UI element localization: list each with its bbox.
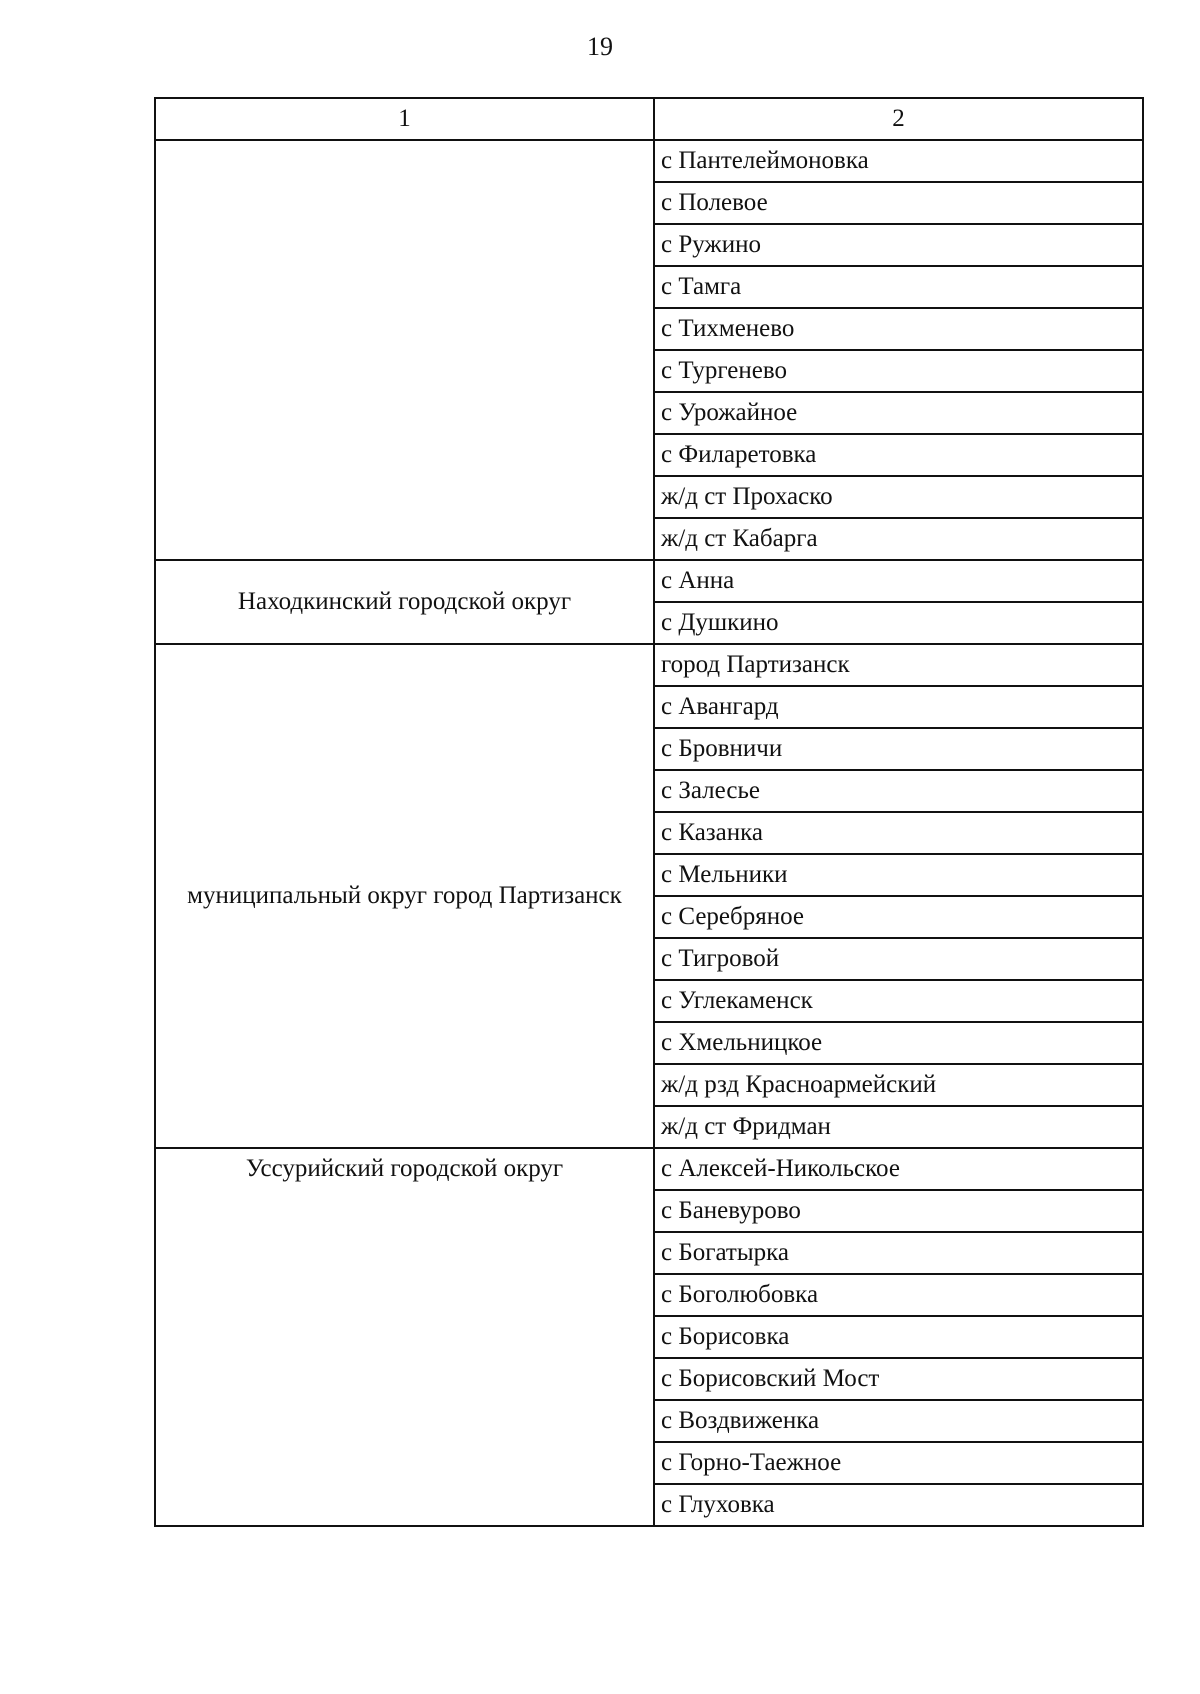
settlement-cell: с Тихменево (654, 308, 1143, 350)
settlement-cell: с Авангард (654, 686, 1143, 728)
settlement-cell: с Тургенево (654, 350, 1143, 392)
settlement-cell: с Анна (654, 560, 1143, 602)
settlement-cell: ж/д рзд Красноармейский (654, 1064, 1143, 1106)
settlement-cell: с Боголюбовка (654, 1274, 1143, 1316)
table-row (155, 644, 1143, 686)
settlement-cell: с Тигровой (654, 938, 1143, 980)
settlement-cell: с Баневурово (654, 1190, 1143, 1232)
page-number: 19 (587, 32, 613, 61)
settlement-cell: с Углекаменск (654, 980, 1143, 1022)
district-cell: Находкинский городской округ (155, 560, 654, 644)
settlement-cell: с Казанка (654, 812, 1143, 854)
settlement-cell: с Хмельницкое (654, 1022, 1143, 1064)
table-header-row (155, 98, 1143, 140)
district-cell (155, 140, 654, 560)
settlement-cell: с Мельники (654, 854, 1143, 896)
settlement-cell: город Партизанск (654, 644, 1143, 686)
settlement-cell: с Урожайное (654, 392, 1143, 434)
settlement-cell: с Богатырка (654, 1232, 1143, 1274)
settlement-cell: с Ружино (654, 224, 1143, 266)
settlement-cell: с Пантелеймоновка (654, 140, 1143, 182)
settlement-cell: с Алексей-Никольское (654, 1148, 1143, 1190)
settlement-cell: с Борисовский Мост (654, 1358, 1143, 1400)
column-header-1: 1 (155, 98, 654, 140)
district-cell: муниципальный округ город Партизанск (155, 644, 654, 1148)
settlement-cell: ж/д ст Фридман (654, 1106, 1143, 1148)
settlement-cell: с Залесье (654, 770, 1143, 812)
settlement-cell: с Горно-Таежное (654, 1442, 1143, 1484)
settlement-cell: с Тамга (654, 266, 1143, 308)
table-row (155, 560, 1143, 602)
settlement-cell: с Глуховка (654, 1484, 1143, 1526)
settlement-cell: ж/д ст Кабарга (654, 518, 1143, 560)
settlement-cell: с Филаретовка (654, 434, 1143, 476)
table-row (155, 1148, 1143, 1190)
column-header-2: 2 (654, 98, 1143, 140)
settlements-table (154, 97, 1144, 1527)
settlement-cell: с Борисовка (654, 1316, 1143, 1358)
settlement-cell: с Серебряное (654, 896, 1143, 938)
table-row (155, 140, 1143, 182)
settlement-cell: с Полевое (654, 182, 1143, 224)
table-body (155, 140, 1143, 1526)
settlement-cell: ж/д ст Прохаско (654, 476, 1143, 518)
settlement-cell: с Бровничи (654, 728, 1143, 770)
settlement-cell: с Душкино (654, 602, 1143, 644)
district-cell: Уссурийский городской округ (155, 1148, 654, 1526)
settlement-cell: с Воздвиженка (654, 1400, 1143, 1442)
